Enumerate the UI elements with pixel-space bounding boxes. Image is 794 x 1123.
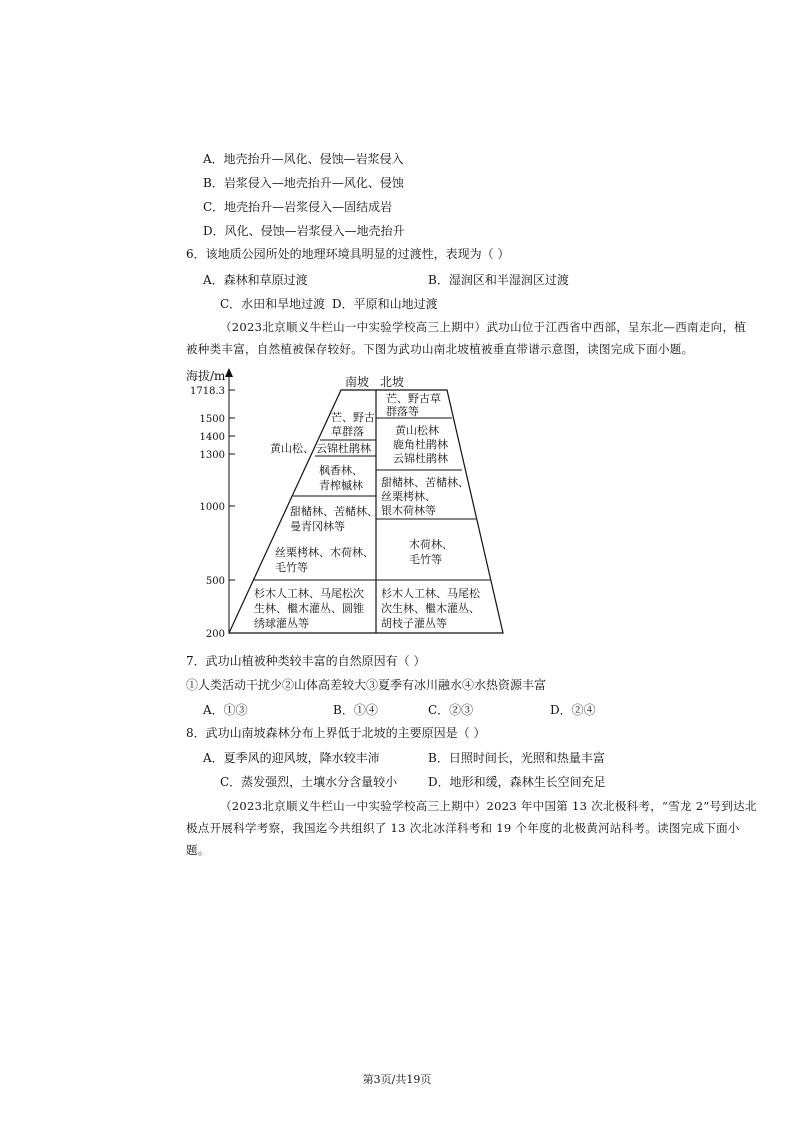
south-zone-label: 生林、檵木灌丛、圆锥	[254, 602, 364, 615]
q8-option-d: D．地形和缓，森林生长空间充足	[428, 775, 606, 789]
y-axis-tick-label: 1718.3	[190, 386, 225, 397]
south-zone-label: 云锦杜鹃林	[316, 442, 371, 455]
q7-stem: 7．武功山植被种类较丰富的自然原因有（ ）	[186, 654, 426, 668]
y-axis-tick-label: 500	[205, 576, 225, 587]
q8-option-a: A．夏季风的迎风坡，降水较丰沛	[203, 751, 380, 765]
north-slope-zones	[381, 391, 481, 630]
north-zone-label: 次生林、檵木灌丛、	[381, 602, 480, 615]
intro-1-line-1: （2023北京顺义牛栏山一中实验学校高三上期中）武功山位于江西省中西部，呈东北—西南走向，植	[220, 320, 747, 334]
y-axis-tick-label: 1000	[199, 502, 225, 513]
y-axis-ticks	[190, 386, 235, 640]
intro-paragraph-2	[186, 795, 786, 861]
q7-choices: ①人类活动干扰少②山体高差较大③夏季有冰川融水④水热资源丰富	[186, 678, 547, 692]
q5-option-c: C．地壳抬升—岩浆侵入—固结成岩	[203, 200, 393, 214]
y-axis-tick-label: 200	[205, 629, 225, 640]
q7-option-d: D．②④	[550, 703, 596, 717]
south-zone-label: 芒、野古	[331, 411, 375, 424]
north-zone-label: 毛竹等	[409, 553, 442, 566]
q5-option-a: A．地壳抬升—风化、侵蚀—岩浆侵入	[203, 152, 404, 166]
q5-option-d: D．风化、侵蚀—岩浆侵入—地壳抬升	[203, 224, 405, 238]
south-zone-label: 毛竹等	[275, 561, 308, 574]
south-zone-label: 枫香林、	[319, 464, 363, 477]
north-zone-label: 胡枝子灌丛等	[381, 617, 447, 630]
q6-option-b: B．湿润区和半湿润区过渡	[428, 273, 569, 287]
south-zone-label: 曼青冈林等	[290, 520, 345, 533]
intro-2-line-2: 极点开展科学考察，我国迄今共组织了 13 次北冰洋科考和 19 个年度的北极黄河站科考。读图完成下面小	[186, 821, 740, 835]
page-footer: 第3页/共19页	[362, 1073, 432, 1086]
q6-option-a: A．森林和草原过渡	[203, 273, 308, 287]
north-zone-label: 群落等	[386, 405, 419, 418]
north-zone-label: 云锦杜鹃林	[393, 452, 448, 465]
q7-option-a: A．①③	[203, 703, 248, 717]
north-zone-label: 芒、野古草	[386, 392, 441, 405]
north-slope-label: 北坡	[380, 375, 405, 389]
q8-option-c: C．蒸发强烈，土壤水分含量较小	[220, 775, 398, 789]
q6-option-c: C．水田和旱地过渡	[220, 297, 326, 311]
side-label-huangshan-pine: 黄山松、	[270, 442, 314, 455]
q8-stem: 8．武功山南坡森林分布上界低于北坡的主要原因是（ ）	[186, 726, 486, 740]
q8-option-b: B．日照时间长，光照和热量丰富	[428, 751, 605, 765]
q6-stem: 6．该地质公园所处的地理环境具明显的过渡性，表现为（ ）	[186, 247, 510, 261]
south-zone-label: 青榨槭林	[319, 479, 363, 492]
y-axis-tick-label: 1300	[199, 450, 225, 461]
north-zone-label: 丝栗栲林、	[381, 490, 436, 503]
south-zone-label: 丝栗栲林、木荷林、	[275, 546, 374, 559]
north-zone-label: 杉木人工林、马尾松	[381, 587, 480, 600]
north-zone-label: 黄山松林	[395, 424, 439, 437]
north-zone-label: 木荷林、	[409, 538, 453, 551]
south-slope-label: 南坡	[345, 375, 370, 389]
y-axis-label: 海拔/m	[186, 369, 226, 383]
south-zone-label: 绣球灌丛等	[254, 617, 309, 630]
intro-2-line-3: 题。	[186, 843, 210, 857]
q5-option-b: B．岩浆侵入—地壳抬升—风化、侵蚀	[203, 176, 404, 190]
north-zone-label: 鹿角杜鹃林	[393, 438, 448, 451]
south-zone-label: 甜槠林、苦槠林、	[290, 505, 378, 518]
intro-1-line-2: 被种类丰富，自然植被保存较好。下图为武功山南北坡植被垂直带谱示意图，读图完成下面小题。	[186, 342, 694, 356]
q7-option-c: C．②③	[428, 703, 474, 717]
north-zone-label: 银木荷林等	[381, 504, 436, 517]
south-zone-label: 杉木人工林、马尾松次	[254, 587, 364, 600]
north-zone-label: 甜槠林、苦槠林、	[381, 476, 469, 489]
intro-2-line-1: （2023北京顺义牛栏山一中实验学校高三上期中）2023 年中国第 13 次北极科考，“雪龙 2”号到达北	[220, 799, 757, 813]
q7-option-b: B．①④	[333, 703, 378, 717]
y-axis-tick-label: 1500	[199, 414, 225, 425]
q6-option-d: D．平原和山地过渡	[332, 297, 438, 311]
y-axis-tick-label: 1400	[199, 432, 225, 443]
south-zone-label: 草群落	[331, 425, 364, 438]
